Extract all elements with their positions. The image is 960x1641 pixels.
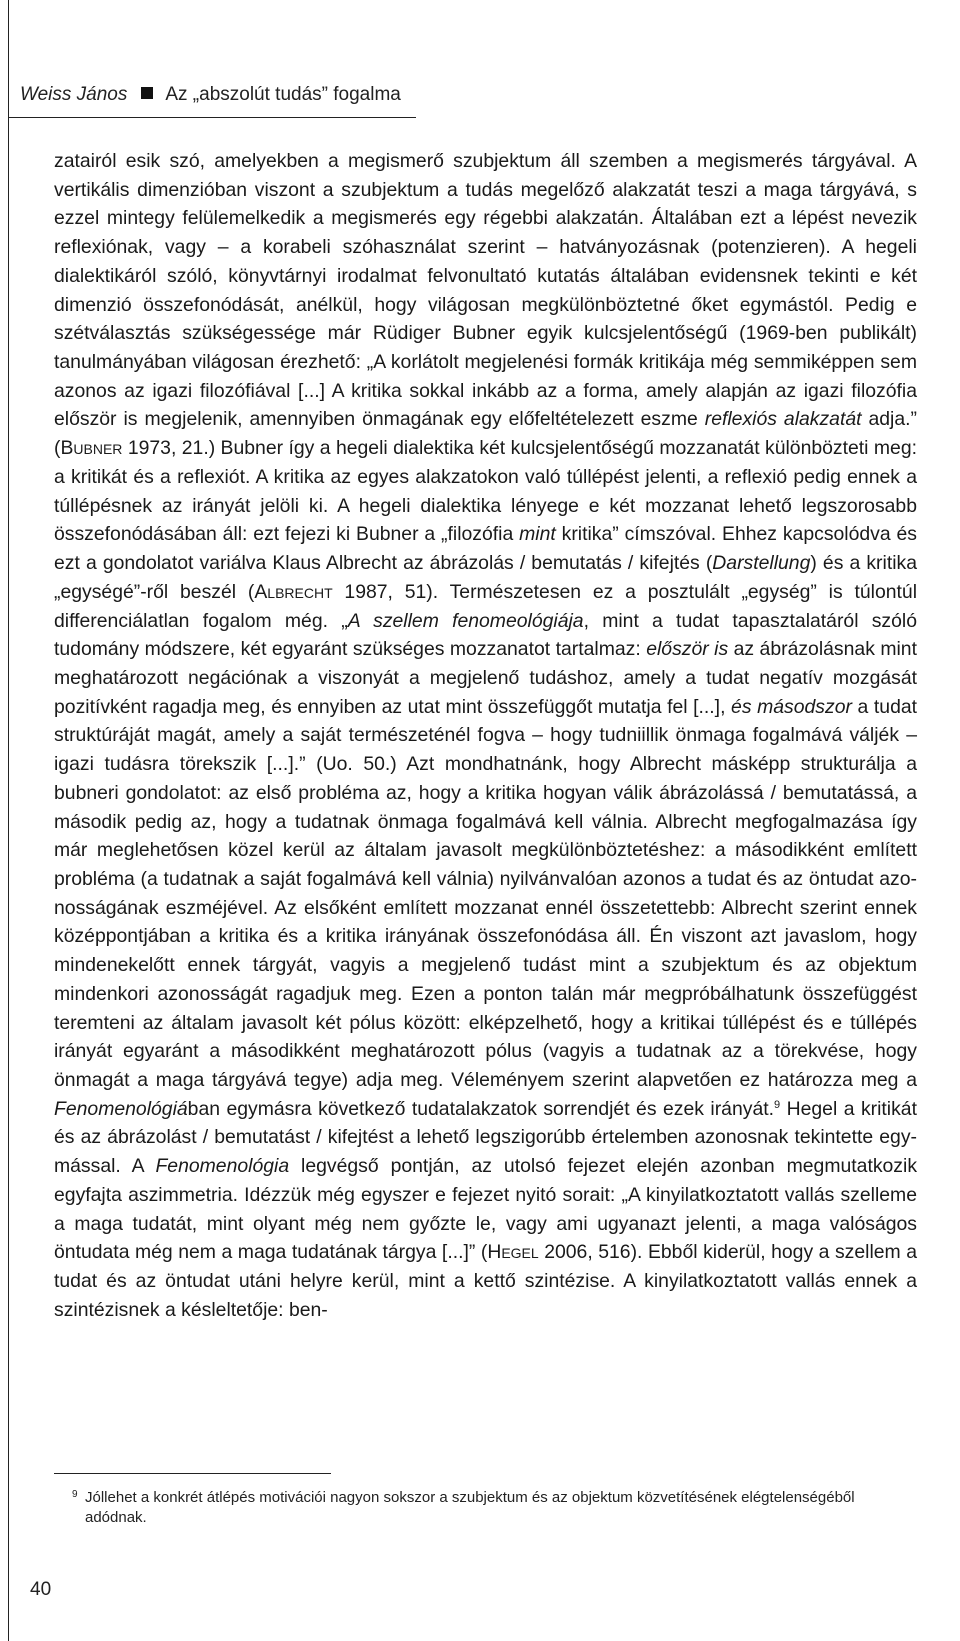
italic-run: és másodszor (731, 695, 852, 718)
footnote-number: 9 (72, 1489, 78, 1500)
small-caps-author: Albrecht (254, 580, 333, 603)
body-paragraph (54, 147, 917, 1324)
text-run: az ábrázolásnak mint meghatározott negációnak a viszonyát a megjelenő tudáshoz, amely a tudat negatív mozgását pozitívként ragadja meg, és ennyiben az utat mint összefüggőt mutatja fel [...], (54, 638, 917, 718)
text-run: 1987, 51). Természetesen ez a posztulált „egység” is túlontúl differenciálatlan fogalom még. „ (54, 580, 918, 632)
text-run: ban egymásra következő tudatalakzatok sorrendjét és ezek irányát. (187, 1097, 774, 1120)
italic-run: A szellem fenomeológiája (347, 609, 584, 632)
text-run: 1973, 21.) Bubner így a hegeli dialektika két kulcsjelentőségű mozzanatát különbözteti meg: a kritikát és a reflexiót. A kritika az egyes alakzatokon való túllépést jelenti, a reflexió pedig ennek a túllépésnek az irányát jelöli ki. A hegeli dialektika lényege e két mozzanat lehető legszorosabb összefonódásában áll: ezt fejezi ki Bubner a „filozófia (54, 437, 917, 546)
small-caps-author: Hegel (487, 1241, 539, 1264)
running-head (20, 82, 420, 108)
running-head-author: Weiss János (20, 84, 128, 105)
small-caps-author: Bubner (60, 437, 123, 460)
page-number: 40 (30, 1579, 52, 1600)
text-run: a tudat struktúráját magát, amely a saját természeténél fogva – hogy tudniillik önmaga fogalmává váljék – igazi tudásra törekszik [...].” (Uo. 50.) Azt mondhatnánk, hogy Albrecht másképp strukturálja a bubneri gondolatot: az első probléma az, hogy a kritika hogyan válik ábrázolássá / bemutatássá, a második pedig az, hogy a tudatnak önmaga fogalmává kell válnia. Albrecht megfogalmazása így már meglehetősen közel kerül az általam javasolt megkülönböztetéshez: a másodikként említett probléma (a tudatnak a saját fogalmává kell válnia) nyilvánvalóan azonos a tudat és az öntudat azonosságának eszméjével. Az elsőként említett mozzanat ennél összetettebb: Albrecht szerint ennek középpontjában a kritika és a kritika irányának összefonódása áll. Én viszont azt javaslom, hogy mindenekelőtt ennek tárgyát, vagyis a megjelenő tudást mint a szubjektum és az objektum mindenkori azonosságát ragadjuk meg. Ezen a ponton talán már megpróbálhatunk összefüggést teremteni az általam javasolt két pólus között: elképzelhető, hogy a kritikai túllépést és e túllépés irányát egyaránt a másodikként meghatározott pólus (vagyis a tudatnak az a törekvése, hogy önmagát a maga tárgyává tegye) adja meg. Véleményem szerint alapvetően ez határozza meg a (54, 695, 918, 1091)
text-run: , mint a tudat tapasztalatáról szóló tudomány módszere, két egyaránt szükséges mozzanatot tartalmaz: (54, 609, 917, 661)
page-frame-line (8, 0, 9, 1641)
text-run: adja.” ( (54, 408, 917, 460)
text-run: kritika” címszóval. Ehhez kapcsolódva és ezt a gondolatot variálva Klaus Albrecht az ábrázolás / bemutatás / kifejtés ( (54, 523, 917, 575)
running-head-title: Az „abszolút tudás” fogalma (165, 84, 401, 105)
italic-run: reflexiós alakzatát (704, 408, 862, 431)
text-run: Hegel a kritikát és az ábrázolást / bemutatást / kifejtést a lehető legszigorúbb értelemben azonosnak tekintette egymással. A (54, 1097, 917, 1178)
text-run: zatairól esik szó, amelyekben a megismerő szubjektum áll szemben a megismerés tárgyával. A vertikális dimenzióban viszont a szubjektum a tudás megelőző alakzatát teszi a maga tárgyává, s ezzel mintegy felülemelkedik a megismerés egy régebbi alakzatán. Általában ezt a lépést nevezik reflexiónak, vagy – a korabeli szóhasználat szerint – hatványozásnak (potenzieren). A hegeli dialektikáról szóló, könyvtárnyi irodalmat felvonultató kutatás általában evidensnek tekinti e két dimenzió összefonódását, anélkül, hogy világosan megkülönböztetné őket egymástól. Pedig e szétválasztás szükségessége már Rüdiger Bubner egyik kulcsjelentőségű (1969-ben publikált) tanulmányában világosan érezhető: „A korlátolt megjelenési formák kritikája még semmiképpen sem azonos az igazi filozófiával [...] A kritika sokkal inkább az a forma, amely alapján az igazi filozófia először is megjelenik, amennyiben önmagának egy előfeltételezett eszme (54, 150, 917, 431)
square-bullet-icon (141, 87, 153, 99)
text-run: legvégső pontján, az utolsó fejezet elején azonban megmutatkozik egyfajta aszimmetria. Idézzük még egyszer e fejezet nyitó sorait: „A kinyilatkoztatott vallás szelleme a maga tudatát, mint olyant még nem győzte le, vagy ami ugyanazt jelenti, a maga valóságos öntudata még nem a maga tudatának tárgya [...]” ( (54, 1155, 918, 1264)
header-rule (8, 117, 416, 118)
body-text (54, 147, 917, 1324)
footnote-text: Jóllehet a konkrét átlépés motivációi nagyon sokszor a szubjektum és az objektum közvetítésének elégtelenségéből adódnak. (85, 1489, 855, 1526)
italic-run: Fenomenológia (155, 1155, 290, 1178)
text-run: ) és a kritika „egységé”-ről beszél ( (54, 552, 917, 603)
italic-run: mint (519, 523, 556, 546)
footnote-rule (54, 1473, 331, 1474)
text-run: 2006, 516). Ebből kiderül, hogy a szellem a tudat és az öntudat utáni helyre kerül, mint a kettő szintézise. A kinyilatkoztatott vallás ennek a szintézisnek a késleltetője: ben- (54, 1241, 918, 1321)
italic-run: Darstellung (712, 552, 811, 575)
footnote (54, 1488, 917, 1528)
footnote-reference: 9 (774, 1098, 781, 1111)
italic-run: Fenomenológiá (54, 1097, 188, 1120)
italic-run: először is (646, 638, 729, 661)
